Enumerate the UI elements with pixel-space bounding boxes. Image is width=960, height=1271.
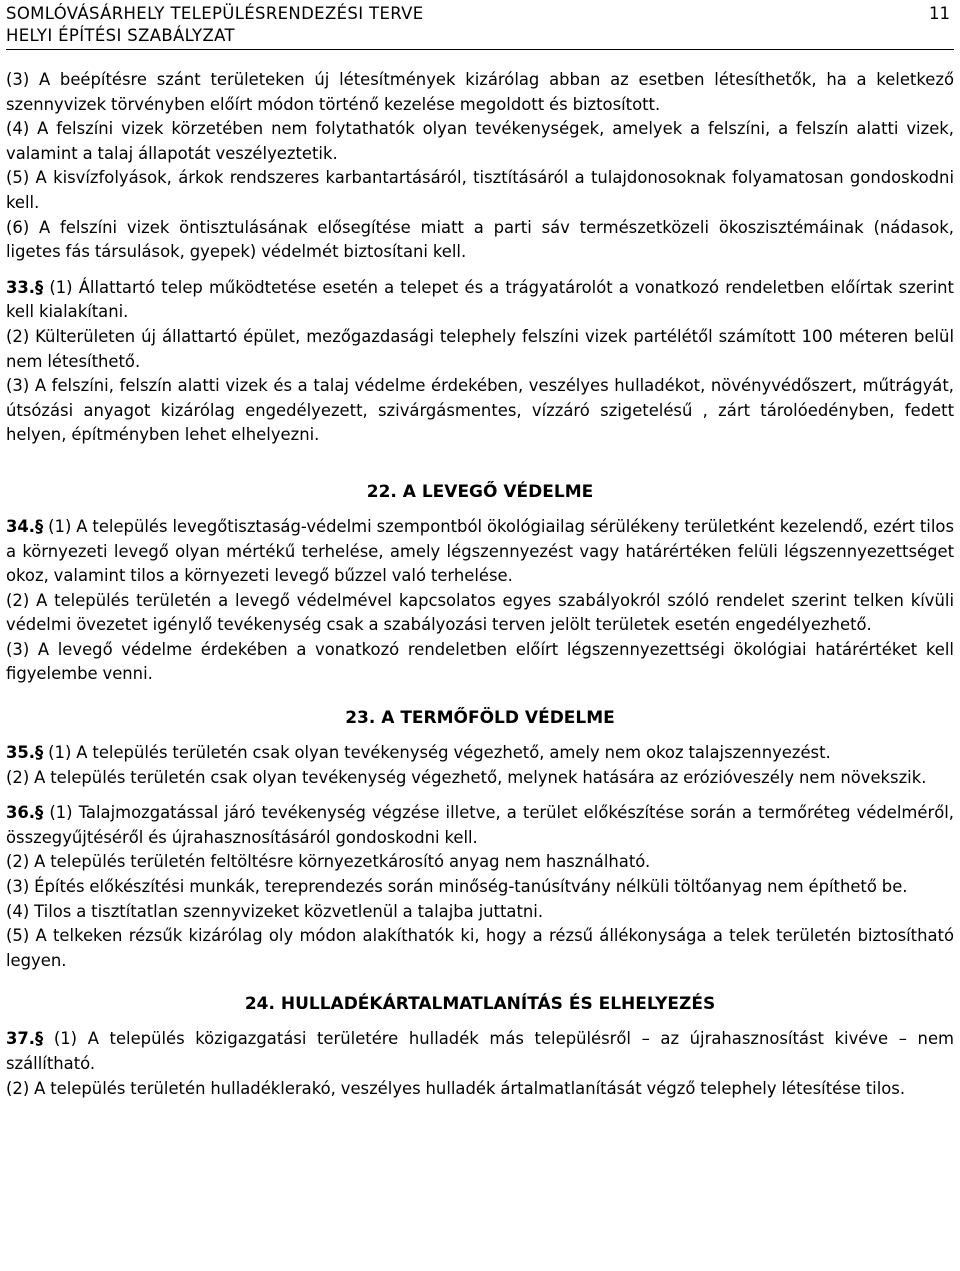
paragraph: (2) A település területén csak olyan tevékenység végezhető, melynek hatására az erózióveszély nem növekszik. xyxy=(6,767,927,787)
section-number: 33.§ xyxy=(6,277,44,297)
section-number: 35.§ xyxy=(6,743,44,763)
paragraph: (2) A település területén feltöltésre környezetkárosító anyag nem használható. xyxy=(6,852,651,872)
section-number: 37.§ xyxy=(6,1029,44,1049)
chapter-heading-24: 24. HULLADÉKÁRTALMATLANÍTÁS ÉS ELHELYEZÉS xyxy=(244,994,716,1015)
section-35 xyxy=(6,741,954,766)
header-subtitle: HELYI ÉPÍTÉSI SZABÁLYZAT xyxy=(6,26,235,45)
paragraph: (3) A felszíni, felszín alatti vizek és a talaj védelme érdekében, veszélyes hulladékot, növényvédőszert, műtrágyát, útsózási anyagot kizárólag engedélyezett, szivárgásmentes, vízzáró szigetelésű , zárt tárolóedényben, fedett helyen, építményben lehet elhelyezni. xyxy=(6,376,954,445)
section-text: (1) A település levegőtisztaság-védelmi szempontból ökológiailag sérülékeny területként kezelendő, ezért tilos a környezeti levegő olyan mértékű terhelése, amely légszennyezést vagy határértéken felüli légszennyezettséget okoz, valamint tilos a környezeti levegő bűzzel való terhelése. xyxy=(6,516,954,586)
page-header xyxy=(6,0,954,50)
section-number: 36.§ xyxy=(6,803,44,823)
document-body xyxy=(6,68,954,1101)
section-33 xyxy=(6,276,954,325)
paragraph: (3) Építés előkészítési munkák, tereprendezés során minőség-tanúsítvány nélküli töltőanyag nem építhető be. xyxy=(6,877,908,897)
section-34 xyxy=(6,515,954,589)
chapter-heading-23: 23. A TERMŐFÖLD VÉDELME xyxy=(345,708,615,729)
section-37 xyxy=(6,1027,954,1076)
paragraph: (5) A telkeken rézsűk kizárólag oly módon alakíthatók ki, hogy a rézsű állékonysága a telek területén biztosítható legyen. xyxy=(6,926,954,970)
section-36 xyxy=(6,801,954,850)
paragraph: (3) A levegő védelme érdekében a vonatkozó rendeletben előírt légszennyezettségi ökológiai határértéket kell figyelembe venni. xyxy=(6,639,954,684)
paragraph: (4) Tilos a tisztítatlan szennyvizeket közvetlenül a talajba juttatni. xyxy=(6,901,544,921)
paragraph: (3) A beépítésre szánt területeken új létesítmények kizárólag abban az esetben létesíthetők, ha a keletkező szennyvizek törvényben előírt módon történő kezelése megoldott és biztosított. xyxy=(6,70,954,114)
section-text: (1) A település területén csak olyan tevékenység végezhető, amely nem okoz talajszennyezést. xyxy=(48,743,831,763)
paragraph: (2) A település területén hulladéklerakó, veszélyes hulladék ártalmatlanítását végző telephely létesítése tilos. xyxy=(6,1078,906,1098)
paragraph: (2) A település területén a levegő védelmével kapcsolatos egyes szabályokról szóló rendelet szerint telken kívüli védelmi övezetet igénylő tevékenység csak a szabályozási terven jelölt területek esetén engedélyezhető. xyxy=(6,590,954,635)
chapter-heading-22: 22. A LEVEGŐ VÉDELME xyxy=(366,481,594,502)
paragraph: (5) A kisvízfolyások, árkok rendszeres karbantartásáról, tisztításáról a tulajdonosoknak folyamatosan gondoskodni kell. xyxy=(6,168,954,212)
section-text: (1) Állattartó telep működtetése esetén a telepet és a trágyatárolót a vonatkozó rendeletben előírtak szerint kell kialakítani. xyxy=(6,277,954,322)
paragraph: (4) A felszíni vizek körzetében nem folytathatók olyan tevékenységek, amelyek a felszíni, a felszín alatti vizek, valamint a talaj állapotát veszélyeztetik. xyxy=(6,119,954,163)
section-number: 34.§ xyxy=(6,516,44,536)
paragraph: (6) A felszíni vizek öntisztulásának elősegítése miatt a parti sáv természetközeli ökoszisztémáinak (nádasok, ligetes fás társulások, gyepek) védelmét biztosítani kell. xyxy=(6,217,954,262)
section-text: (1) A település közigazgatási területére hulladék más településről – az újrahasznosítást kivéve – nem szállítható. xyxy=(6,1029,954,1073)
paragraph: (2) Külterületen új állattartó épület, mezőgazdasági telephely felszíni vizek partélétől számított 100 méteren belül nem létesíthető. xyxy=(6,326,954,371)
section-text: (1) Talajmozgatással járó tevékenység végzése illetve, a terület előkészítése során a termőréteg védelméről, összegyűjtéséről és újrahasznosításáról gondoskodni kell. xyxy=(6,803,955,847)
page-number: 11 xyxy=(929,4,950,23)
header-title: SOMLÓVÁSÁRHELY TELEPÜLÉSRENDEZÉSI TERVE xyxy=(6,4,424,23)
